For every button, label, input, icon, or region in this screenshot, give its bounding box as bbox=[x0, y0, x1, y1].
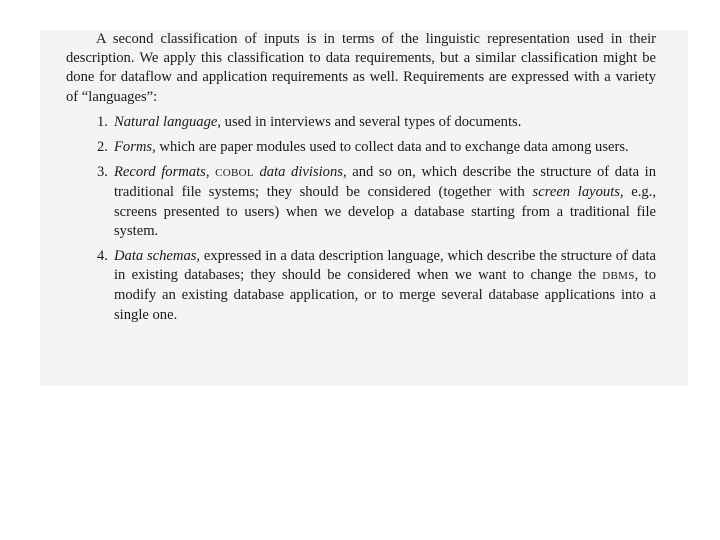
item-term: Forms, bbox=[114, 139, 156, 156]
item-number: 3. bbox=[97, 164, 108, 181]
item-text: expressed in a data description language, which describe the structure of data in existing databases; they should be considered when we want to change the bbox=[114, 248, 656, 284]
item-term: Natural language, bbox=[114, 113, 222, 130]
list-item bbox=[66, 113, 656, 132]
item-text: and so on, which describe the structure of data in traditional file systems; they should be considered (together with bbox=[114, 164, 657, 201]
item-text: which are paper modules used to collect data and to exchange data among users. bbox=[155, 139, 629, 156]
item-smallcaps: DBMS bbox=[602, 270, 635, 283]
item-term-2: data divisions, bbox=[259, 164, 347, 181]
list-item bbox=[66, 163, 656, 241]
item-number: 4. bbox=[97, 248, 108, 265]
item-text: used in interviews and several types of documents. bbox=[221, 113, 522, 130]
item-number: 1. bbox=[97, 113, 108, 130]
item-text-2: , to modify an existing database application, or to merge several database applications into a single one. bbox=[114, 267, 656, 323]
item-term: Data schemas, bbox=[114, 248, 201, 265]
scanned-page bbox=[40, 30, 688, 386]
item-number: 2. bbox=[97, 139, 108, 156]
list-item bbox=[66, 247, 656, 325]
item-term: Record formats, bbox=[114, 164, 210, 181]
input-language-list bbox=[66, 113, 656, 325]
intro-paragraph: A second classification of inputs is in terms of the linguistic representation used in their description. We apply this classification to data requirements, but a similar classification might be done for dataflow and application requirements as well. Requirements are expressed with a variety of “languages”: bbox=[66, 31, 656, 105]
item-term-3: screen layouts, bbox=[532, 184, 624, 201]
list-item bbox=[66, 138, 656, 157]
item-text-2: e.g., screens presented to users) when we develop a database starting from a traditional file system. bbox=[114, 184, 657, 239]
item-smallcaps: COBOL bbox=[215, 167, 254, 180]
